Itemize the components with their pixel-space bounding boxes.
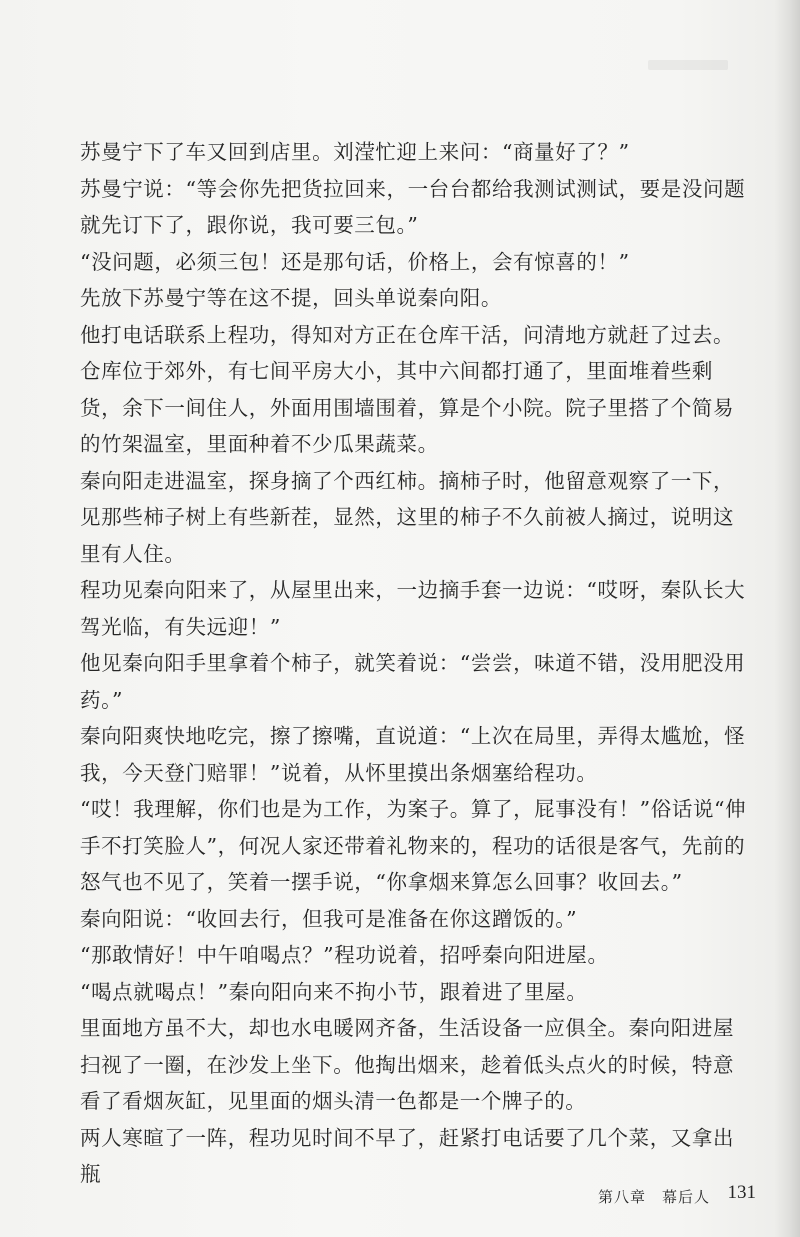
paragraph: 苏曼宁说：“等会你先把货拉回来，一台台都给我测试测试，要是没问题就先订下了，跟你说，我可要三包。”: [80, 176, 746, 237]
paragraph: 里面地方虽不大，却也水电暖网齐备，生活设备一应俱全。秦向阳进屋扫视了一圈，在沙发上坐下。他掏出烟来，趁着低头点火的时候，特意看了看烟灰缸，见里面的烟头清一色都是一个牌子的。: [80, 1016, 735, 1113]
paragraph: 仓库位于郊外，有七间平房大小，其中六间都打通了，里面堆着些剩货，余下一间住人，外面用围墙围着，算是个小院。院子里搭了个简易的竹架温室，里面种着不少瓜果蔬菜。: [80, 359, 735, 456]
paragraph: 他打电话联系上程功，得知对方正在仓库干活，问清地方就赶了过去。: [80, 322, 735, 347]
chapter-title: 第八章 幕后人: [597, 1188, 710, 1206]
paragraph: 两人寒暄了一阵，程功见时间不早了，赶紧打电话要了几个菜，又拿出瓶: [80, 1125, 735, 1186]
faded-running-header: [648, 60, 728, 70]
paragraph: “喝点就喝点！”秦向阳向来不拘小节，跟着进了里屋。: [80, 979, 588, 1004]
paragraph: “哎！我理解，你们也是为工作，为案子。算了，屁事没有！”俗话说“伸手不打笑脸人”，何况人家还带着礼物来的，程功的话很是客气，先前的怒气也不见了，笑着一摆手说，“你拿烟来算怎么回事？收回去。”: [80, 797, 747, 894]
page-footer: [0, 1180, 800, 1210]
paragraph: “没问题，必须三包！还是那句话，价格上，会有惊喜的！”: [80, 249, 630, 274]
paragraph: 秦向阳走进温室，探身摘了个西红柿。摘柿子时，他留意观察了一下，见那些柿子树上有些新茬，显然，这里的柿子不久前被人摘过，说明这里有人住。: [80, 468, 735, 566]
paragraph: 程功见秦向阳来了，从屋里出来，一边摘手套一边说：“哎呀，秦队长大驾光临，有失远迎！”: [80, 578, 746, 639]
paragraph: 秦向阳爽快地吃完，擦了擦嘴，直说道：“上次在局里，弄得太尴尬，怪我，今天登门赔罪！”说着，从怀里摸出条烟塞给程功。: [80, 724, 746, 785]
spine-shadow: [774, 0, 800, 1237]
paragraph: 秦向阳说：“收回去行，但我可是准备在你这蹭饭的。”: [80, 906, 578, 931]
paragraph: 他见秦向阳手里拿着个柿子，就笑着说：“尝尝，味道不错，没用肥没用药。”: [80, 651, 746, 712]
paragraph: 先放下苏曼宁等在这不提，回头单说秦向阳。: [80, 286, 502, 310]
page-number: 131: [727, 1182, 756, 1203]
paragraph: 苏曼宁下了车又回到店里。刘滢忙迎上来问：“商量好了？”: [80, 140, 630, 164]
paragraph: “那敢情好！中午咱喝点？”程功说着，招呼秦向阳进屋。: [80, 943, 609, 967]
body-text: [80, 134, 748, 1193]
